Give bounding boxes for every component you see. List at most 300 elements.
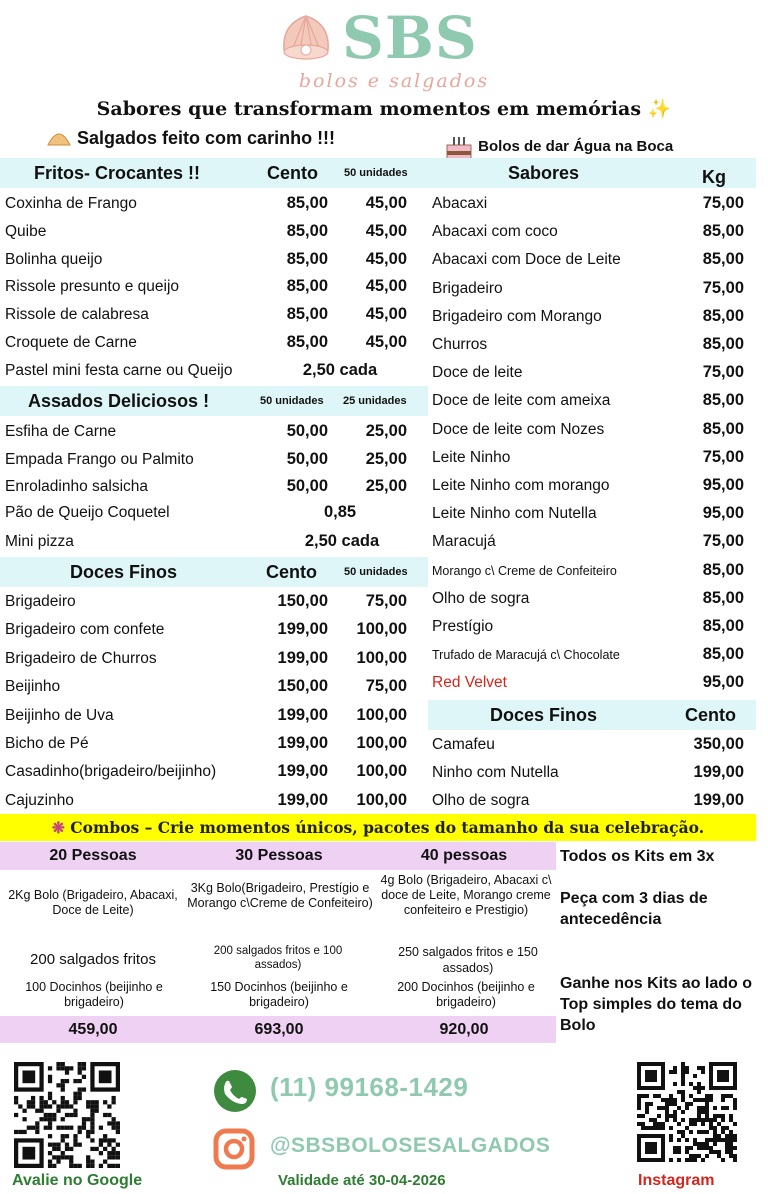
qr-module xyxy=(65,1100,69,1104)
item-name: Brigadeiro de Churros xyxy=(5,649,157,667)
qr-module xyxy=(73,1096,77,1100)
price: 199,00 xyxy=(693,762,744,781)
qr-module xyxy=(116,1155,120,1159)
price-a: 85,00 xyxy=(286,249,328,268)
price-a: 199,00 xyxy=(277,762,328,781)
qr-module xyxy=(657,1122,661,1126)
qr-module xyxy=(637,1094,641,1098)
fritos-row xyxy=(5,246,425,273)
sabor-row xyxy=(432,557,754,584)
sabor-row xyxy=(432,528,754,555)
price-a: 199,00 xyxy=(277,648,328,667)
qr-module xyxy=(701,1070,705,1074)
price-a: 150,00 xyxy=(277,592,328,610)
whatsapp-icon[interactable] xyxy=(210,1068,260,1114)
qr-module xyxy=(61,1079,65,1083)
tagline: Sabores que transformam momentos em memórias ✨ xyxy=(96,98,672,120)
qr-module xyxy=(725,1126,729,1130)
qr-module xyxy=(709,1138,713,1142)
qr-module xyxy=(73,1079,77,1083)
qr-module xyxy=(82,1126,86,1130)
item-name: Rissole presunto e queijo xyxy=(5,278,180,296)
sabor-row xyxy=(432,472,754,499)
qr-module xyxy=(52,1117,56,1121)
doces-left-row xyxy=(5,588,425,615)
qr-module xyxy=(90,1147,94,1151)
qr-module xyxy=(673,1110,677,1114)
qr-module xyxy=(78,1066,82,1070)
instagram-qr-code[interactable] xyxy=(636,1062,738,1162)
qr-module xyxy=(733,1134,737,1138)
qr-module xyxy=(48,1113,52,1117)
qr-module xyxy=(48,1160,52,1164)
qr-module xyxy=(641,1114,645,1118)
qr-module xyxy=(697,1146,701,1150)
price-b: 45,00 xyxy=(365,194,407,212)
qr-module xyxy=(90,1117,94,1121)
qr-module xyxy=(107,1138,111,1142)
qr-module xyxy=(705,1098,709,1102)
qr-module xyxy=(697,1142,701,1146)
price-a: 85,00 xyxy=(286,194,328,212)
qr-module xyxy=(721,1130,725,1134)
party-popper-icon: ✨ xyxy=(647,98,672,120)
qr-module xyxy=(721,1114,725,1118)
sabor-row xyxy=(432,669,754,696)
qr-module xyxy=(69,1147,73,1151)
qr-module xyxy=(61,1083,65,1087)
qr-module xyxy=(61,1126,65,1130)
qr-module xyxy=(681,1118,685,1122)
price-a: 199,00 xyxy=(277,790,328,809)
sabor-row xyxy=(432,331,754,358)
price: 85,00 xyxy=(702,588,744,607)
qr-module xyxy=(95,1100,99,1104)
qr-module xyxy=(90,1113,94,1117)
qr-module xyxy=(112,1121,116,1125)
qr-module xyxy=(729,1142,733,1146)
qr-module xyxy=(645,1106,649,1110)
instagram-handle[interactable]: @SBSBOLOSESALGADOS xyxy=(270,1134,551,1157)
qr-module xyxy=(721,1106,725,1110)
sabor-row xyxy=(432,218,754,245)
qr-module xyxy=(677,1130,681,1134)
qr-module xyxy=(78,1143,82,1147)
qr-module xyxy=(729,1118,733,1122)
qr-module xyxy=(65,1147,69,1151)
qr-module xyxy=(637,1098,641,1102)
price: 199,00 xyxy=(693,790,744,809)
qr-module xyxy=(48,1075,52,1079)
qr-module xyxy=(86,1117,90,1121)
qr-module xyxy=(14,1130,18,1134)
qr-module xyxy=(701,1122,705,1126)
salgados-heading: Salgados feito com carinho !!! xyxy=(46,128,335,149)
kit-30-docinhos: 150 Docinhos (beijinho e brigadeiro) xyxy=(210,980,348,1009)
item-name: Esfiha de Carne xyxy=(5,423,117,440)
qr-module xyxy=(73,1134,77,1138)
qr-module xyxy=(112,1117,116,1121)
qr-module xyxy=(99,1070,112,1083)
qr-module xyxy=(48,1079,52,1083)
price-a: 150,00 xyxy=(277,677,328,696)
qr-module xyxy=(657,1126,661,1130)
qr-module xyxy=(103,1160,107,1164)
qr-module xyxy=(112,1164,116,1168)
qr-module xyxy=(645,1094,649,1098)
qr-module xyxy=(65,1104,69,1108)
item-name: Rissole de calabresa xyxy=(5,306,149,324)
qr-module xyxy=(733,1098,737,1102)
item-name: Casadinho(brigadeiro/beijinho) xyxy=(5,763,217,781)
qr-module xyxy=(661,1098,665,1102)
qr-module xyxy=(725,1106,729,1110)
qr-module xyxy=(69,1126,73,1130)
qr-module xyxy=(48,1117,52,1121)
qr-module xyxy=(729,1150,733,1154)
qr-module xyxy=(61,1062,65,1066)
qr-module xyxy=(65,1155,69,1159)
qr-module xyxy=(705,1106,709,1110)
qr-module xyxy=(78,1070,82,1074)
qr-module xyxy=(701,1106,705,1110)
price-b: 25,00 xyxy=(365,477,407,495)
qr-module xyxy=(637,1106,641,1110)
qr-module xyxy=(709,1146,713,1150)
sabor-row xyxy=(432,387,754,414)
sabor-row xyxy=(432,500,754,527)
item-name: Leite Ninho com morango xyxy=(432,477,610,494)
qr-module xyxy=(44,1104,48,1108)
qr-module xyxy=(65,1066,69,1070)
qr-module xyxy=(701,1146,705,1150)
item-name: Empada Frango ou Palmito xyxy=(5,450,194,468)
validity-label: Validade até 30-04-2026 xyxy=(278,1172,446,1189)
price: 95,00 xyxy=(702,476,744,494)
price-a: 199,00 xyxy=(277,734,328,752)
qr-module xyxy=(681,1066,685,1070)
sabor-row xyxy=(432,246,754,273)
qr-module xyxy=(99,1143,103,1147)
qr-module xyxy=(86,1130,90,1134)
qr-module xyxy=(637,1102,641,1106)
qr-module xyxy=(78,1079,82,1083)
qr-module xyxy=(86,1164,90,1168)
qr-module xyxy=(95,1109,99,1113)
doces-right-header: Doces Finos Cento xyxy=(428,700,756,730)
qr-module xyxy=(697,1114,701,1118)
combos-banner: ❋ Combos – Crie momentos únicos, pacotes do tamanho da sua celebração. xyxy=(0,814,756,841)
qr-module xyxy=(73,1143,77,1147)
qr-module xyxy=(61,1151,65,1155)
qr-module xyxy=(681,1094,685,1098)
qr-module xyxy=(73,1092,77,1096)
price: 75,00 xyxy=(702,278,744,297)
qr-module xyxy=(107,1151,111,1155)
mini-pizza-row: Mini pizza 2,50 cada xyxy=(5,532,380,550)
qr-module xyxy=(681,1074,685,1078)
qr-module xyxy=(705,1130,709,1134)
qr-module xyxy=(729,1130,733,1134)
qr-module xyxy=(649,1102,653,1106)
qr-module xyxy=(48,1092,52,1096)
price: 85,00 xyxy=(702,222,744,241)
qr-module xyxy=(116,1126,120,1130)
price: 85,00 xyxy=(702,391,744,410)
qr-module xyxy=(717,1138,721,1142)
qr-module xyxy=(681,1082,685,1086)
qr-module xyxy=(733,1146,737,1150)
qr-module xyxy=(681,1110,685,1114)
qr-module xyxy=(673,1118,677,1122)
doces-left-row xyxy=(5,645,425,672)
assados-header: Assados Deliciosos ! 50 unidades 25 unidades xyxy=(0,386,428,416)
kit-30-salgados: 200 salgados fritos e 100 assados) xyxy=(213,945,343,971)
qr-module xyxy=(27,1100,31,1104)
qr-module xyxy=(44,1126,48,1130)
qr-module xyxy=(35,1126,39,1130)
qr-module xyxy=(65,1113,69,1117)
price-b: 45,00 xyxy=(365,277,407,296)
doces-left-row xyxy=(5,702,425,729)
qr-module xyxy=(681,1090,685,1094)
qr-module xyxy=(82,1087,86,1091)
qr-module xyxy=(693,1118,697,1122)
qr-module xyxy=(681,1134,685,1138)
price: 75,00 xyxy=(702,194,744,212)
kit-20-salgados: 200 salgados fritos xyxy=(30,951,156,968)
price-a: 85,00 xyxy=(286,221,328,240)
qr-module xyxy=(112,1138,116,1142)
qr-module xyxy=(669,1134,673,1138)
qr-module xyxy=(669,1098,673,1102)
qr-module xyxy=(693,1158,697,1162)
kit-20-docinhos: 100 Docinhos (beijinho e brigadeiro) xyxy=(25,980,163,1009)
qr-module xyxy=(705,1114,709,1118)
qr-module xyxy=(56,1126,60,1130)
price: 350,00 xyxy=(693,735,744,753)
google-review-label[interactable]: Avalie no Google xyxy=(12,1172,143,1189)
instagram-label[interactable]: Instagram xyxy=(638,1172,715,1189)
doces-left-row xyxy=(5,730,425,757)
qr-module xyxy=(685,1150,689,1154)
qr-module xyxy=(693,1098,697,1102)
sabor-row xyxy=(432,613,754,640)
note-topo: Ganhe nos Kits ao lado o Top simples do tema do Bolo xyxy=(560,975,753,1034)
note-parcelas: Todos os Kits em 3x xyxy=(560,848,715,865)
qr-module xyxy=(31,1100,35,1104)
qr-module xyxy=(725,1146,729,1150)
qr-module xyxy=(725,1138,729,1142)
doces-left-row xyxy=(5,673,425,700)
qr-module xyxy=(31,1126,35,1130)
qr-module xyxy=(99,1138,103,1142)
price-b: 25,00 xyxy=(365,449,407,468)
sabor-row xyxy=(432,275,754,302)
qr-module xyxy=(22,1109,26,1113)
qr-module xyxy=(669,1126,673,1130)
qr-module xyxy=(681,1062,685,1066)
item-name: Beijinho xyxy=(5,678,61,696)
price-b: 75,00 xyxy=(365,677,407,696)
qr-module xyxy=(685,1102,689,1106)
item-name: Cajuzinho xyxy=(5,791,74,809)
qr-module xyxy=(116,1143,120,1147)
qr-module xyxy=(713,1106,717,1110)
item-name: Bicho de Pé xyxy=(5,735,89,752)
qr-module xyxy=(673,1102,677,1106)
qr-module xyxy=(665,1114,669,1118)
phone-number[interactable]: (11) 99168-1429 xyxy=(270,1072,469,1102)
qr-module xyxy=(69,1164,73,1168)
qr-module xyxy=(95,1147,99,1151)
qr-module xyxy=(673,1098,677,1102)
item-name: Prestígio xyxy=(432,618,494,635)
qr-module xyxy=(709,1122,713,1126)
qr-module xyxy=(653,1094,657,1098)
qr-module xyxy=(685,1138,689,1142)
qr-module xyxy=(103,1113,107,1117)
price-b: 25,00 xyxy=(365,422,407,440)
qr-module xyxy=(725,1094,729,1098)
qr-module xyxy=(709,1094,713,1098)
item-name: Doce de leite com Nozes xyxy=(432,420,605,438)
price-b: 45,00 xyxy=(365,305,407,324)
qr-module xyxy=(673,1082,677,1086)
qr-module xyxy=(733,1122,737,1126)
qr-module xyxy=(733,1102,737,1106)
qr-module xyxy=(677,1122,681,1126)
qr-module xyxy=(112,1100,116,1104)
qr-module xyxy=(685,1070,689,1074)
price: 85,00 xyxy=(702,335,744,353)
qr-module xyxy=(693,1138,697,1142)
qr-module xyxy=(697,1098,701,1102)
qr-module xyxy=(689,1154,693,1158)
qr-module xyxy=(661,1106,665,1110)
qr-module xyxy=(99,1126,103,1130)
qr-module xyxy=(31,1096,35,1100)
qr-module xyxy=(69,1104,73,1108)
instagram-icon[interactable] xyxy=(212,1128,256,1170)
qr-module xyxy=(669,1102,673,1106)
doces-left-header: Doces Finos Cento 50 unidades xyxy=(0,557,428,587)
qr-module xyxy=(669,1094,673,1098)
qr-module xyxy=(78,1126,82,1130)
qr-module xyxy=(56,1083,60,1087)
qr-module xyxy=(717,1134,721,1138)
qr-module xyxy=(56,1066,60,1070)
google-qr-code[interactable] xyxy=(12,1062,122,1168)
item-name: Brigadeiro xyxy=(432,279,503,297)
item-name: Croquete de Carne xyxy=(5,334,137,351)
kit-20-bolo: 2Kg Bolo (Brigadeiro, Abacaxi, Doce de Leite) xyxy=(8,888,178,917)
price-b: 75,00 xyxy=(365,592,407,610)
qr-module xyxy=(665,1110,669,1114)
price: 85,00 xyxy=(702,645,744,664)
qr-module xyxy=(73,1138,77,1142)
qr-module xyxy=(27,1104,31,1108)
item-name: Maracujá xyxy=(432,533,496,551)
qr-module xyxy=(653,1122,657,1126)
qr-module xyxy=(22,1070,35,1083)
qr-module xyxy=(95,1104,99,1108)
qr-module xyxy=(669,1114,673,1118)
qr-module xyxy=(107,1121,111,1125)
qr-module xyxy=(721,1138,725,1142)
qr-module xyxy=(56,1160,60,1164)
qr-module xyxy=(65,1143,69,1147)
qr-module xyxy=(685,1106,689,1110)
kit-30-price: 693,00 xyxy=(186,1016,372,1043)
qr-module xyxy=(39,1109,43,1113)
qr-module xyxy=(22,1117,26,1121)
qr-module xyxy=(701,1098,705,1102)
qr-module xyxy=(677,1146,681,1150)
qr-module xyxy=(112,1155,116,1159)
qr-module xyxy=(657,1094,661,1098)
qr-module xyxy=(733,1158,737,1162)
qr-module xyxy=(107,1113,111,1117)
qr-module xyxy=(86,1160,90,1164)
kit-20-price: 459,00 xyxy=(0,1016,186,1043)
qr-module xyxy=(701,1110,705,1114)
price: 85,00 xyxy=(702,306,744,325)
qr-module xyxy=(65,1070,69,1074)
qr-module xyxy=(48,1151,52,1155)
kit-40-salgados: 250 salgados fritos e 150 assados) xyxy=(398,945,538,975)
qr-module xyxy=(721,1094,725,1098)
qr-module xyxy=(112,1096,116,1100)
item-name: Brigadeiro xyxy=(5,593,76,610)
fritos-row xyxy=(5,190,425,217)
salgados-column xyxy=(0,0,428,814)
qr-module xyxy=(677,1158,681,1162)
fritos-row xyxy=(5,329,425,356)
qr-module xyxy=(701,1086,705,1090)
price-a: 50,00 xyxy=(286,449,328,468)
qr-module xyxy=(697,1086,701,1090)
qr-module xyxy=(48,1134,52,1138)
qr-module xyxy=(673,1146,677,1150)
qr-module xyxy=(44,1117,48,1121)
qr-module xyxy=(61,1155,65,1159)
qr-module xyxy=(52,1143,56,1147)
sabor-row xyxy=(432,444,754,471)
item-name: Abacaxi com Doce de Leite xyxy=(432,251,621,269)
item-name: Leite Ninho xyxy=(432,448,511,466)
qr-module xyxy=(56,1062,60,1066)
qr-module xyxy=(18,1130,22,1134)
price-a: 199,00 xyxy=(277,620,328,639)
qr-module xyxy=(705,1142,709,1146)
qr-module xyxy=(717,1070,729,1082)
qr-module xyxy=(729,1134,733,1138)
qr-module xyxy=(103,1134,107,1138)
qr-module xyxy=(56,1109,60,1113)
price-b: 100,00 xyxy=(356,734,407,752)
qr-module xyxy=(693,1154,697,1158)
qr-module xyxy=(52,1147,56,1151)
qr-module xyxy=(86,1155,90,1159)
qr-module xyxy=(641,1122,645,1126)
qr-module xyxy=(697,1118,701,1122)
sabor-row xyxy=(432,190,754,217)
qr-module xyxy=(645,1102,649,1106)
qr-module xyxy=(705,1138,709,1142)
qr-module xyxy=(669,1070,673,1074)
qr-module xyxy=(705,1094,709,1098)
